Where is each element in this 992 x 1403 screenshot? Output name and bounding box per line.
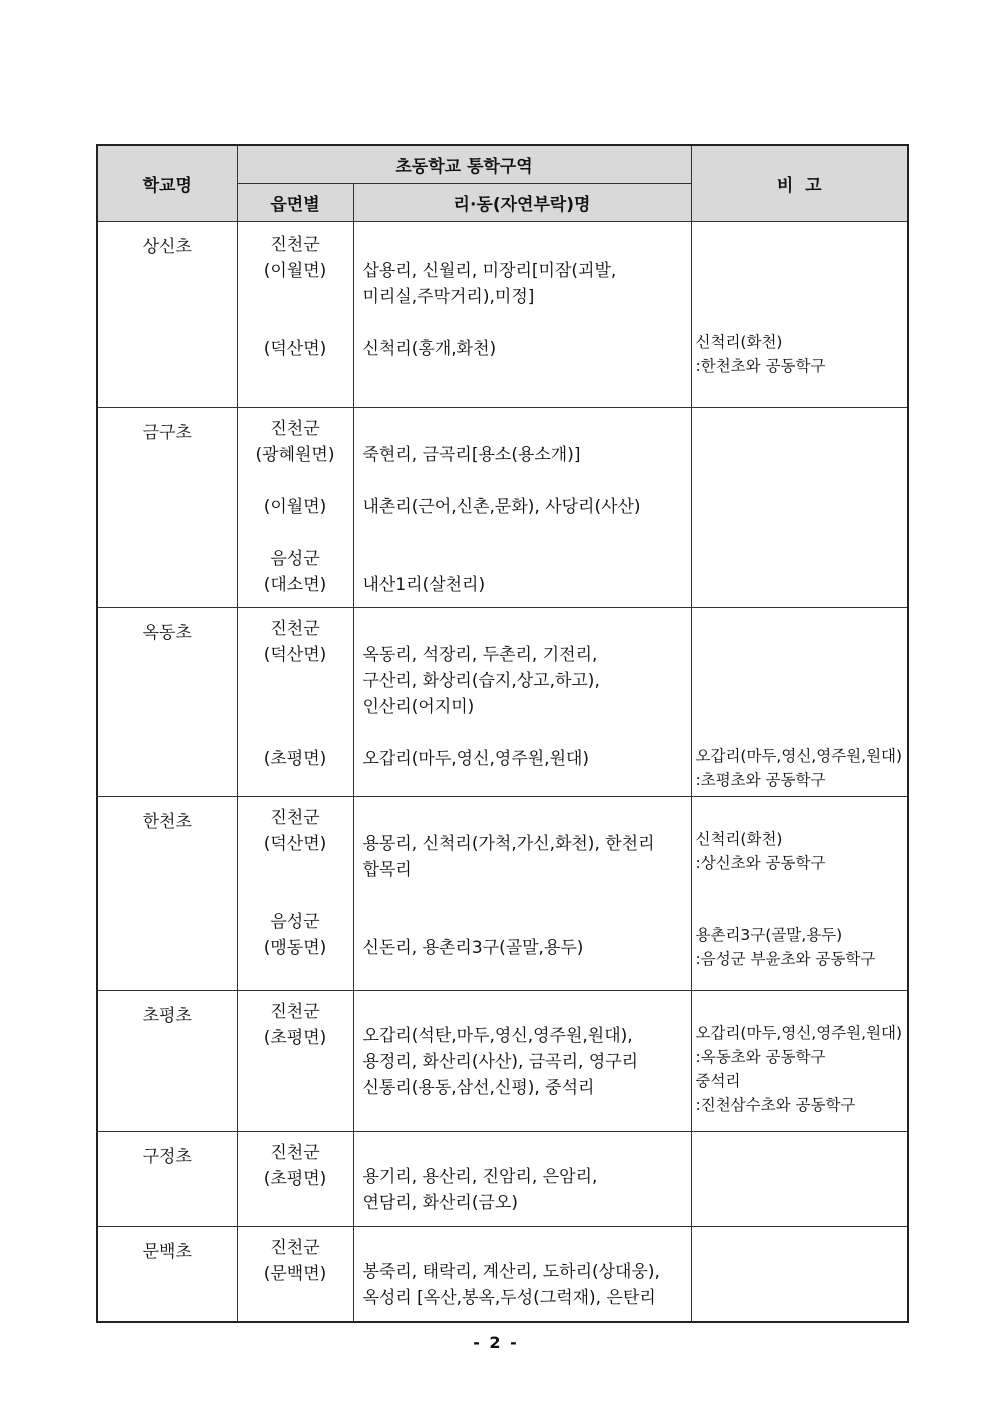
village-line: 오갑리(마두,영신,영주원,원대)	[362, 748, 590, 769]
note-cell	[691, 607, 908, 796]
county-name: 음성군	[270, 548, 320, 569]
region-name: (맹동면)	[263, 937, 327, 958]
village-line: 용몽리, 신척리(가척,가신,화천), 한천리	[362, 833, 655, 854]
header-village: 리·동(자연부락)명	[353, 183, 691, 221]
village-line: 신척리(홍개,화천)	[362, 338, 497, 359]
note-line: 중석리	[695, 1071, 741, 1090]
village-line: 내촌리(근어,신촌,문화), 사당리(사산)	[362, 496, 641, 517]
table-row	[97, 1226, 908, 1322]
note-cell	[691, 407, 908, 607]
note-line: 신척리(화천)	[695, 829, 783, 848]
village-cell	[353, 607, 691, 796]
village-line: 구산리, 화상리(습지,상고,하고),	[362, 670, 600, 691]
village-line: 합목리	[362, 859, 412, 880]
region-name: (초평면)	[263, 748, 327, 769]
region-name: (이월면)	[263, 496, 327, 517]
region-cell	[237, 990, 353, 1131]
note-cell	[691, 1226, 908, 1322]
header-school: 학교명	[97, 145, 237, 221]
school-name: 문백초	[97, 1226, 237, 1322]
school-name: 금구초	[97, 407, 237, 607]
note-line: :한천초와 공동학구	[695, 356, 826, 375]
school-name: 옥동초	[97, 607, 237, 796]
region-name: (초평면)	[263, 1168, 327, 1189]
county-name: 진천군	[270, 1237, 320, 1258]
note-line: :음성군 부윤초와 공동학구	[695, 949, 876, 968]
school-name: 한천초	[97, 796, 237, 990]
village-line: 옥성리 [옥산,봉옥,두성(그럭재), 은탄리	[362, 1287, 656, 1308]
region-name: (문백면)	[263, 1263, 327, 1284]
note-line: 용촌리3구(골말,용두)	[695, 925, 843, 944]
school-name: 초평초	[97, 990, 237, 1131]
note-cell	[691, 1131, 908, 1226]
table-row	[97, 796, 908, 990]
region-name: (덕산면)	[263, 644, 327, 665]
village-cell	[353, 990, 691, 1131]
note-line: :초평초와 공동학구	[695, 770, 826, 789]
region-name: (덕산면)	[263, 338, 327, 359]
region-cell	[237, 796, 353, 990]
village-line: 옥동리, 석장리, 두촌리, 기전리,	[362, 644, 598, 665]
county-name: 진천군	[270, 618, 320, 639]
village-line: 신통리(용동,삼선,신평), 중석리	[362, 1077, 595, 1098]
village-line: 미리실,주막거리),미정]	[362, 286, 535, 307]
county-name: 음성군	[270, 911, 320, 932]
table-row	[97, 221, 908, 407]
region-cell	[237, 407, 353, 607]
county-name: 진천군	[270, 1001, 320, 1022]
table-row	[97, 990, 908, 1131]
page-number: - 2 -	[473, 1333, 519, 1352]
region-name: (초평면)	[263, 1027, 327, 1048]
village-cell	[353, 796, 691, 990]
region-name: (대소면)	[263, 574, 327, 595]
note-cell	[691, 221, 908, 407]
header-note: 비 고	[691, 145, 908, 221]
region-cell	[237, 1226, 353, 1322]
school-name: 구정초	[97, 1131, 237, 1226]
county-name: 진천군	[270, 234, 320, 255]
region-name: (이월면)	[263, 260, 327, 281]
county-name: 진천군	[270, 1142, 320, 1163]
note-cell	[691, 990, 908, 1131]
note-line: 오갑리(마두,영신,영주원,원대)	[695, 1023, 903, 1042]
county-name: 진천군	[270, 418, 320, 439]
school-name: 상신초	[97, 221, 237, 407]
note-line: :옥동초와 공동학구	[695, 1047, 826, 1066]
region-cell	[237, 1131, 353, 1226]
village-line: 용정리, 화산리(사산), 금곡리, 영구리	[362, 1051, 639, 1072]
header-zone: 초동학교 통학구역	[237, 145, 691, 183]
village-line: 봉죽리, 태락리, 계산리, 도하리(상대웅),	[362, 1261, 660, 1282]
table-row	[97, 607, 908, 796]
header-region: 읍면별	[237, 183, 353, 221]
note-cell	[691, 796, 908, 990]
region-cell	[237, 607, 353, 796]
village-line: 용기리, 용산리, 진암리, 은암리,	[362, 1166, 598, 1187]
village-line: 죽현리, 금곡리[용소(용소개)]	[362, 444, 581, 465]
table-row	[97, 1131, 908, 1226]
county-name: 진천군	[270, 807, 320, 828]
note-line: :진천삼수초와 공동학구	[695, 1095, 856, 1114]
table-row	[97, 407, 908, 607]
village-line: 내산1리(살천리)	[362, 574, 486, 595]
village-cell	[353, 221, 691, 407]
village-cell	[353, 407, 691, 607]
region-cell	[237, 221, 353, 407]
village-line: 연담리, 화산리(금오)	[362, 1192, 518, 1213]
school-district-table	[96, 144, 909, 1323]
village-line: 삽용리, 신월리, 미장리[미잠(괴발,	[362, 260, 617, 281]
village-line: 오갑리(석탄,마두,영신,영주원,원대),	[362, 1025, 633, 1046]
region-name: (광혜원면)	[255, 444, 335, 465]
note-line: 오갑리(마두,영신,영주원,원대)	[695, 746, 903, 765]
note-line: :상신초와 공동학구	[695, 853, 826, 872]
region-name: (덕산면)	[263, 833, 327, 854]
village-cell	[353, 1226, 691, 1322]
village-cell	[353, 1131, 691, 1226]
note-line: 신척리(화천)	[695, 332, 783, 351]
village-line: 인산리(어지미)	[362, 696, 475, 717]
village-line: 신돈리, 용촌리3구(골말,용두)	[362, 937, 584, 958]
